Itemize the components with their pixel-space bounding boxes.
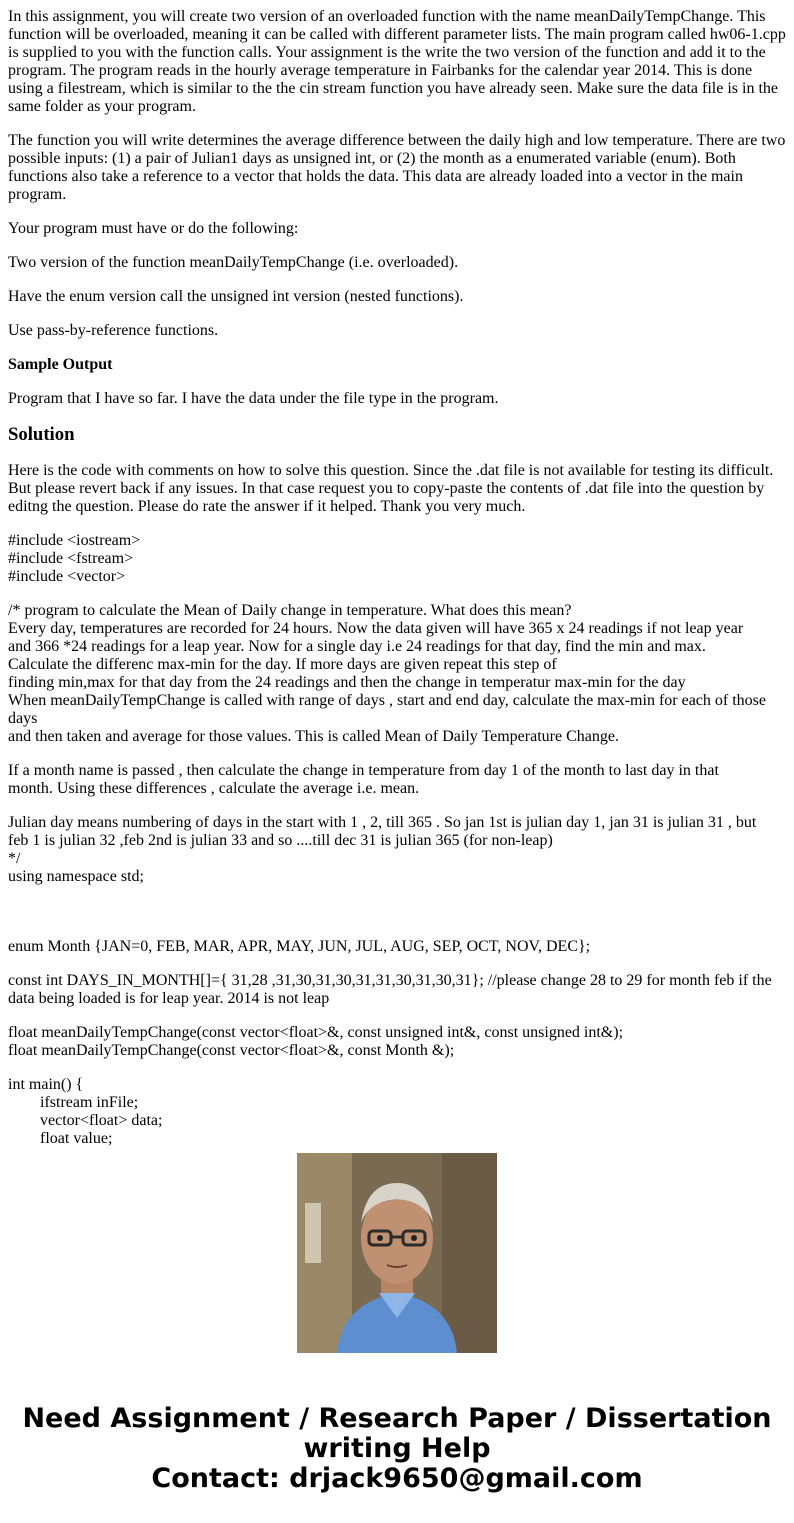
solution-heading: Solution — [8, 424, 75, 445]
question-paragraph-2: The function you will write determines the average difference between the daily high and low temperature. There are two possible inputs: (1) a pair of Julian1 days as unsigned int, or (2) the month as a enumerated variable (enum). Both functions also take a reference to a vector that holds the data. This data are already loaded into a vector in the main program. — [8, 132, 786, 203]
contact-banner — [0, 1404, 794, 1494]
code-line: #include <vector> — [8, 568, 126, 585]
enum-declaration: enum Month {JAN=0, FEB, MAR, APR, MAY, JUN, JUL, AUG, SEP, OCT, NOV, DEC}; — [8, 938, 591, 955]
comment-block-3 — [8, 814, 788, 922]
const-declaration: const int DAYS_IN_MONTH[]={ 31,28 ,31,30,31,30,31,31,30,31,30,31}; //please change 28 to 29 for month feb if the data being loaded is for leap year. 2014 is not leap — [8, 972, 772, 1007]
requirement-3: Use pass-by-reference functions. — [8, 322, 219, 339]
author-avatar — [297, 1153, 497, 1353]
code-line: int main() { — [8, 1076, 84, 1093]
code-line: #include <fstream> — [8, 550, 134, 567]
sample-output-heading: Sample Output — [8, 356, 113, 373]
banner-line-2: writing Help — [303, 1433, 491, 1464]
comment-block-1 — [8, 602, 788, 746]
code-line: Every day, temperatures are recorded for 24 hours. Now the data given will have 365 x 24 readings if not leap year — [8, 620, 744, 637]
code-line: ifstream inFile; — [40, 1094, 139, 1111]
avatar-photo-icon — [297, 1153, 497, 1353]
code-line: feb 1 is julian 32 ,feb 2nd is julian 33 and so ....till dec 31 is julian 365 (for non-leap) — [8, 832, 553, 849]
code-line: Calculate the differenc max-min for the day. If more days are given repeat this step of — [8, 656, 557, 673]
code-line: */ — [8, 850, 21, 867]
code-line: finding min,max for that day from the 24 readings and then the change in temperatur max-min for the day — [8, 674, 686, 691]
include-block — [8, 532, 788, 586]
code-line: vector<float> data; — [40, 1112, 163, 1129]
requirement-1: Two version of the function meanDailyTempChange (i.e. overloaded). — [8, 254, 459, 271]
banner-line-1: Need Assignment / Research Paper / Dissertation — [22, 1403, 772, 1434]
code-line: If a month name is passed , then calculate the change in temperature from day 1 of the month to last day in that — [8, 762, 719, 779]
program-note: Program that I have so far. I have the data under the file type in the program. — [8, 390, 499, 407]
document-content — [8, 8, 788, 1147]
code-line: /* program to calculate the Mean of Daily change in temperature. What does this mean? — [8, 602, 572, 619]
question-paragraph-3: Your program must have or do the following: — [8, 220, 299, 237]
code-line: using namespace std; — [8, 868, 144, 885]
main-function — [8, 1076, 788, 1148]
question-paragraph-1: In this assignment, you will create two version of an overloaded function with the name meanDailyTempChange. This function will be overloaded, meaning it can be called with different parameter lists. The main program called hw06-1.cpp is supplied to you with the function calls. Your assignment is the write the two version of the function and add it to the program. The program reads in the hourly average temperature in Fairbanks for the calendar year 2014. This is done using a filestream, which is similar to the the cin stream function you have already seen. Make sure the data file is in the same folder as your program. — [8, 8, 786, 115]
code-line: float value; — [40, 1130, 113, 1147]
code-line: Julian day means numbering of days in the start with 1 , 2, till 365 . So jan 1st is julian day 1, jan 31 is julian 31 , but — [8, 814, 757, 831]
code-line: and then taken and average for those values. This is called Mean of Daily Temperature Change. — [8, 728, 619, 745]
function-prototypes — [8, 1024, 788, 1060]
requirement-2: Have the enum version call the unsigned int version (nested functions). — [8, 288, 464, 305]
code-line: When meanDailyTempChange is called with range of days , start and end day, calculate the max-min for each of those days — [8, 692, 767, 727]
code-line: float meanDailyTempChange(const vector<float>&, const unsigned int&, const unsigned int&); — [8, 1024, 624, 1041]
code-line: #include <iostream> — [8, 532, 141, 549]
code-line: float meanDailyTempChange(const vector<float>&, const Month &); — [8, 1042, 455, 1059]
banner-line-3: Contact: drjack9650@gmail.com — [151, 1463, 643, 1494]
code-line: month. Using these differences , calculate the average i.e. mean. — [8, 780, 420, 797]
solution-intro: Here is the code with comments on how to solve this question. Since the .dat file is not available for testing its difficult. But please revert back if any issues. In that case request you to copy-paste the contents of .dat file into the question by editng the question. Please do rate the answer if it helped. Thank you very much. — [8, 462, 774, 515]
code-line: and 366 *24 readings for a leap year. Now for a single day i.e 24 readings for that day, find the min and max. — [8, 638, 706, 655]
comment-block-2 — [8, 762, 788, 798]
